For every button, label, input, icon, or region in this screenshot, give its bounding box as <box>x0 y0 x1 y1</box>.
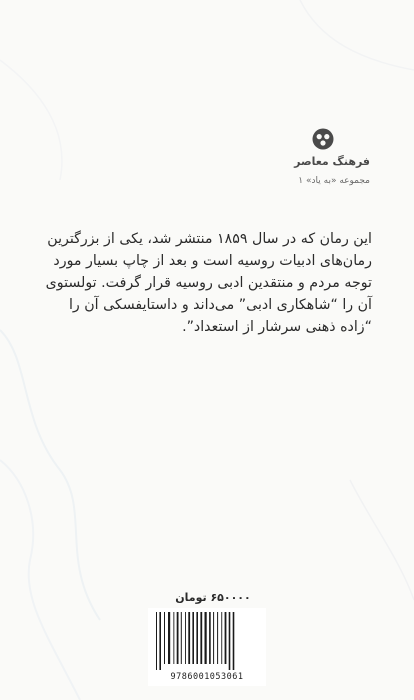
barcode-bar <box>221 612 222 664</box>
barcode-bar <box>192 612 194 664</box>
price-label: ۶۵۰۰۰۰ تومان <box>175 591 251 604</box>
barcode-bar <box>200 612 202 664</box>
barcode-bar <box>217 612 218 664</box>
blurb-line: توجه مردم و منتقدین ادبی روسیه قرار گرفت. تولستوی <box>45 275 372 291</box>
barcode-bar <box>185 612 186 664</box>
barcode-bars <box>154 612 260 670</box>
barcode-bar <box>173 612 174 664</box>
isbn-barcode <box>148 608 266 686</box>
blurb-line: آن را “شاهکاری ادبی” می‌داند و داستایفسکی آن را <box>68 297 372 313</box>
barcode-bar <box>188 612 190 664</box>
barcode-bar <box>209 612 211 664</box>
book-blurb <box>45 228 372 338</box>
barcode-bar <box>159 612 161 670</box>
barcode-bar <box>156 612 157 670</box>
barcode-bar <box>213 612 214 664</box>
barcode-bar <box>168 612 170 664</box>
barcode-bar <box>177 612 179 664</box>
publisher-name: فرهنگ معاصر <box>294 155 370 168</box>
barcode-bar <box>233 612 235 670</box>
barcode-bar <box>196 612 198 664</box>
series-label: مجموعه «به یاد» ۱ <box>298 176 370 186</box>
publisher-block <box>280 128 370 198</box>
barcode-bar <box>225 612 227 664</box>
barcode-digits: 9786001053061 <box>170 672 244 682</box>
publisher-logo-icon <box>312 128 334 150</box>
barcode-bar <box>229 612 231 670</box>
barcode-bar <box>205 612 207 664</box>
blurb-line: “زاده ذهنی سرشار از استعداد”. <box>182 319 372 335</box>
blurb-line: این رمان که در سال ۱۸۵۹ منتشر شد، یکی از بزرگترین <box>47 231 372 247</box>
barcode-bar <box>181 612 182 664</box>
barcode-bar <box>164 612 165 664</box>
blurb-line: رمان‌های ادبیات روسیه است و بعد از چاپ بسیار مورد <box>53 253 372 269</box>
